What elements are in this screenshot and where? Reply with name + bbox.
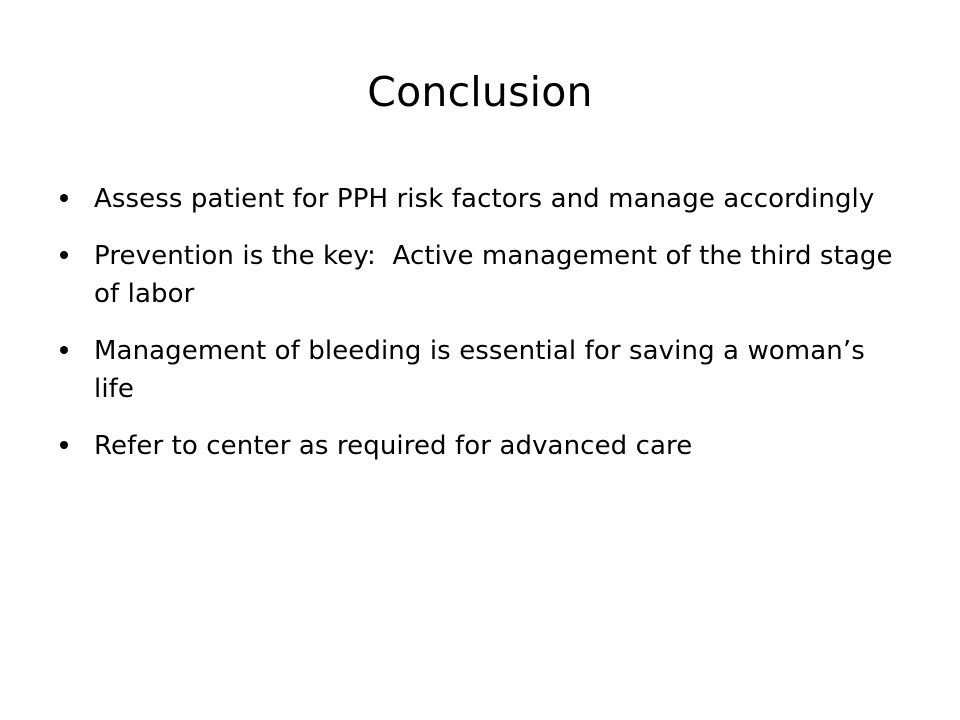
- bullet-item: [58, 237, 901, 313]
- bullet-text: Management of bleeding is essential for saving a woman’s life: [94, 336, 865, 404]
- bullet-text: Refer to center as required for advanced care: [94, 431, 693, 461]
- bullet-item: [58, 332, 898, 408]
- bullet-text: Prevention is the key: Active management of the third stage of labor: [94, 241, 901, 309]
- bullet-text: Assess patient for PPH risk factors and manage accordingly: [94, 184, 875, 214]
- slide-title: Conclusion: [367, 68, 593, 116]
- bullet-point-icon: [60, 346, 68, 354]
- bullet-item: [58, 180, 898, 218]
- bullet-list: [58, 180, 901, 484]
- bullet-item: [58, 427, 898, 465]
- bullet-point-icon: [60, 194, 68, 202]
- bullet-point-icon: [60, 251, 68, 259]
- bullet-point-icon: [60, 441, 68, 449]
